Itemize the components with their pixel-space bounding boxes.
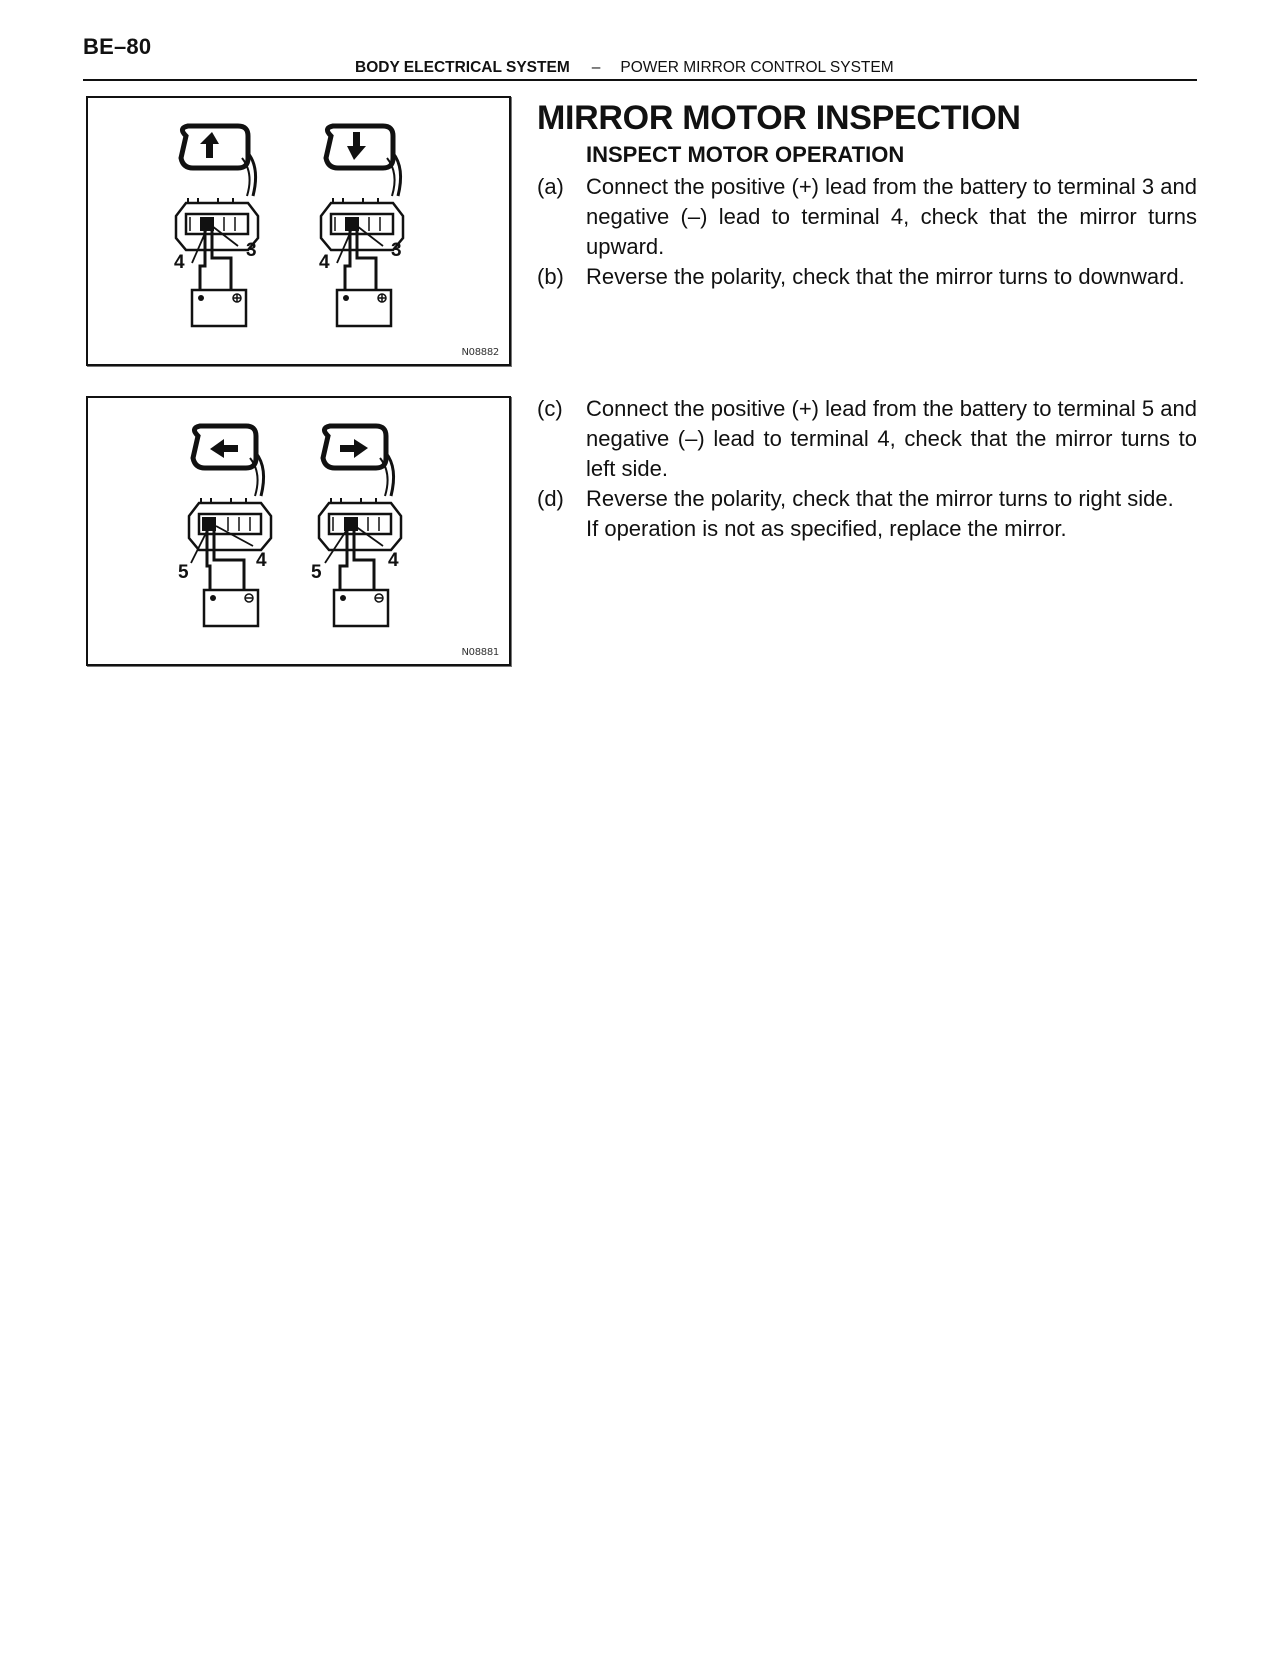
mirror-panel-up <box>174 126 258 326</box>
terminal-label: 4 <box>256 550 267 571</box>
step-text: Reverse the polarity, check that the mirror turns to right side. <box>586 486 1174 511</box>
step-item <box>537 484 1197 514</box>
step-marker: (d) <box>537 486 564 511</box>
figure-code: N08882 <box>461 347 499 358</box>
terminal-label: 4 <box>319 252 330 273</box>
figure-left-right-illustration <box>88 398 513 668</box>
figure-code: N08881 <box>461 647 499 658</box>
step-text: Reverse the polarity, check that the mirror turns to downward. <box>586 264 1185 289</box>
terminal-label: 5 <box>311 562 322 583</box>
terminal-label: 3 <box>391 240 402 261</box>
subheading: INSPECT MOTOR OPERATION <box>586 142 905 167</box>
step-marker: (c) <box>537 396 563 421</box>
running-header <box>355 59 894 77</box>
mirror-panel-left <box>178 426 271 626</box>
mirror-panel-down <box>319 126 403 326</box>
step-item <box>537 394 1197 484</box>
terminal-label: 4 <box>388 550 399 571</box>
page-number: BE–80 <box>83 34 152 59</box>
step-item <box>537 172 1197 262</box>
figure-left-right <box>86 396 511 666</box>
header-rule <box>83 79 1197 81</box>
running-header-subsection: POWER MIRROR CONTROL SYSTEM <box>620 59 894 76</box>
step-marker: (a) <box>537 174 564 199</box>
figure-up-down <box>86 96 511 366</box>
mirror-panel-right <box>311 426 401 626</box>
terminal-label: 4 <box>174 252 185 273</box>
running-header-separator: – <box>591 59 601 76</box>
replacement-note: If operation is not as specified, replace the mirror. <box>586 516 1067 541</box>
step-text: Connect the positive (+) lead from the battery to terminal 5 and negative (–) lead to terminal 4, check that the mirror turns to left side. <box>586 396 1197 481</box>
steps-list-up-down <box>537 172 1197 292</box>
running-header-section: BODY ELECTRICAL SYSTEM <box>355 59 570 76</box>
step-marker: (b) <box>537 264 564 289</box>
step-text: Connect the positive (+) lead from the battery to terminal 3 and negative (–) lead to terminal 4, check that the mirror turns upward. <box>586 174 1197 259</box>
figure-up-down-illustration <box>88 98 513 368</box>
steps-list-left-right <box>537 394 1197 544</box>
page-title: MIRROR MOTOR INSPECTION <box>537 99 1021 137</box>
step-item <box>537 262 1197 292</box>
terminal-label: 5 <box>178 562 189 583</box>
terminal-label: 3 <box>246 240 257 261</box>
